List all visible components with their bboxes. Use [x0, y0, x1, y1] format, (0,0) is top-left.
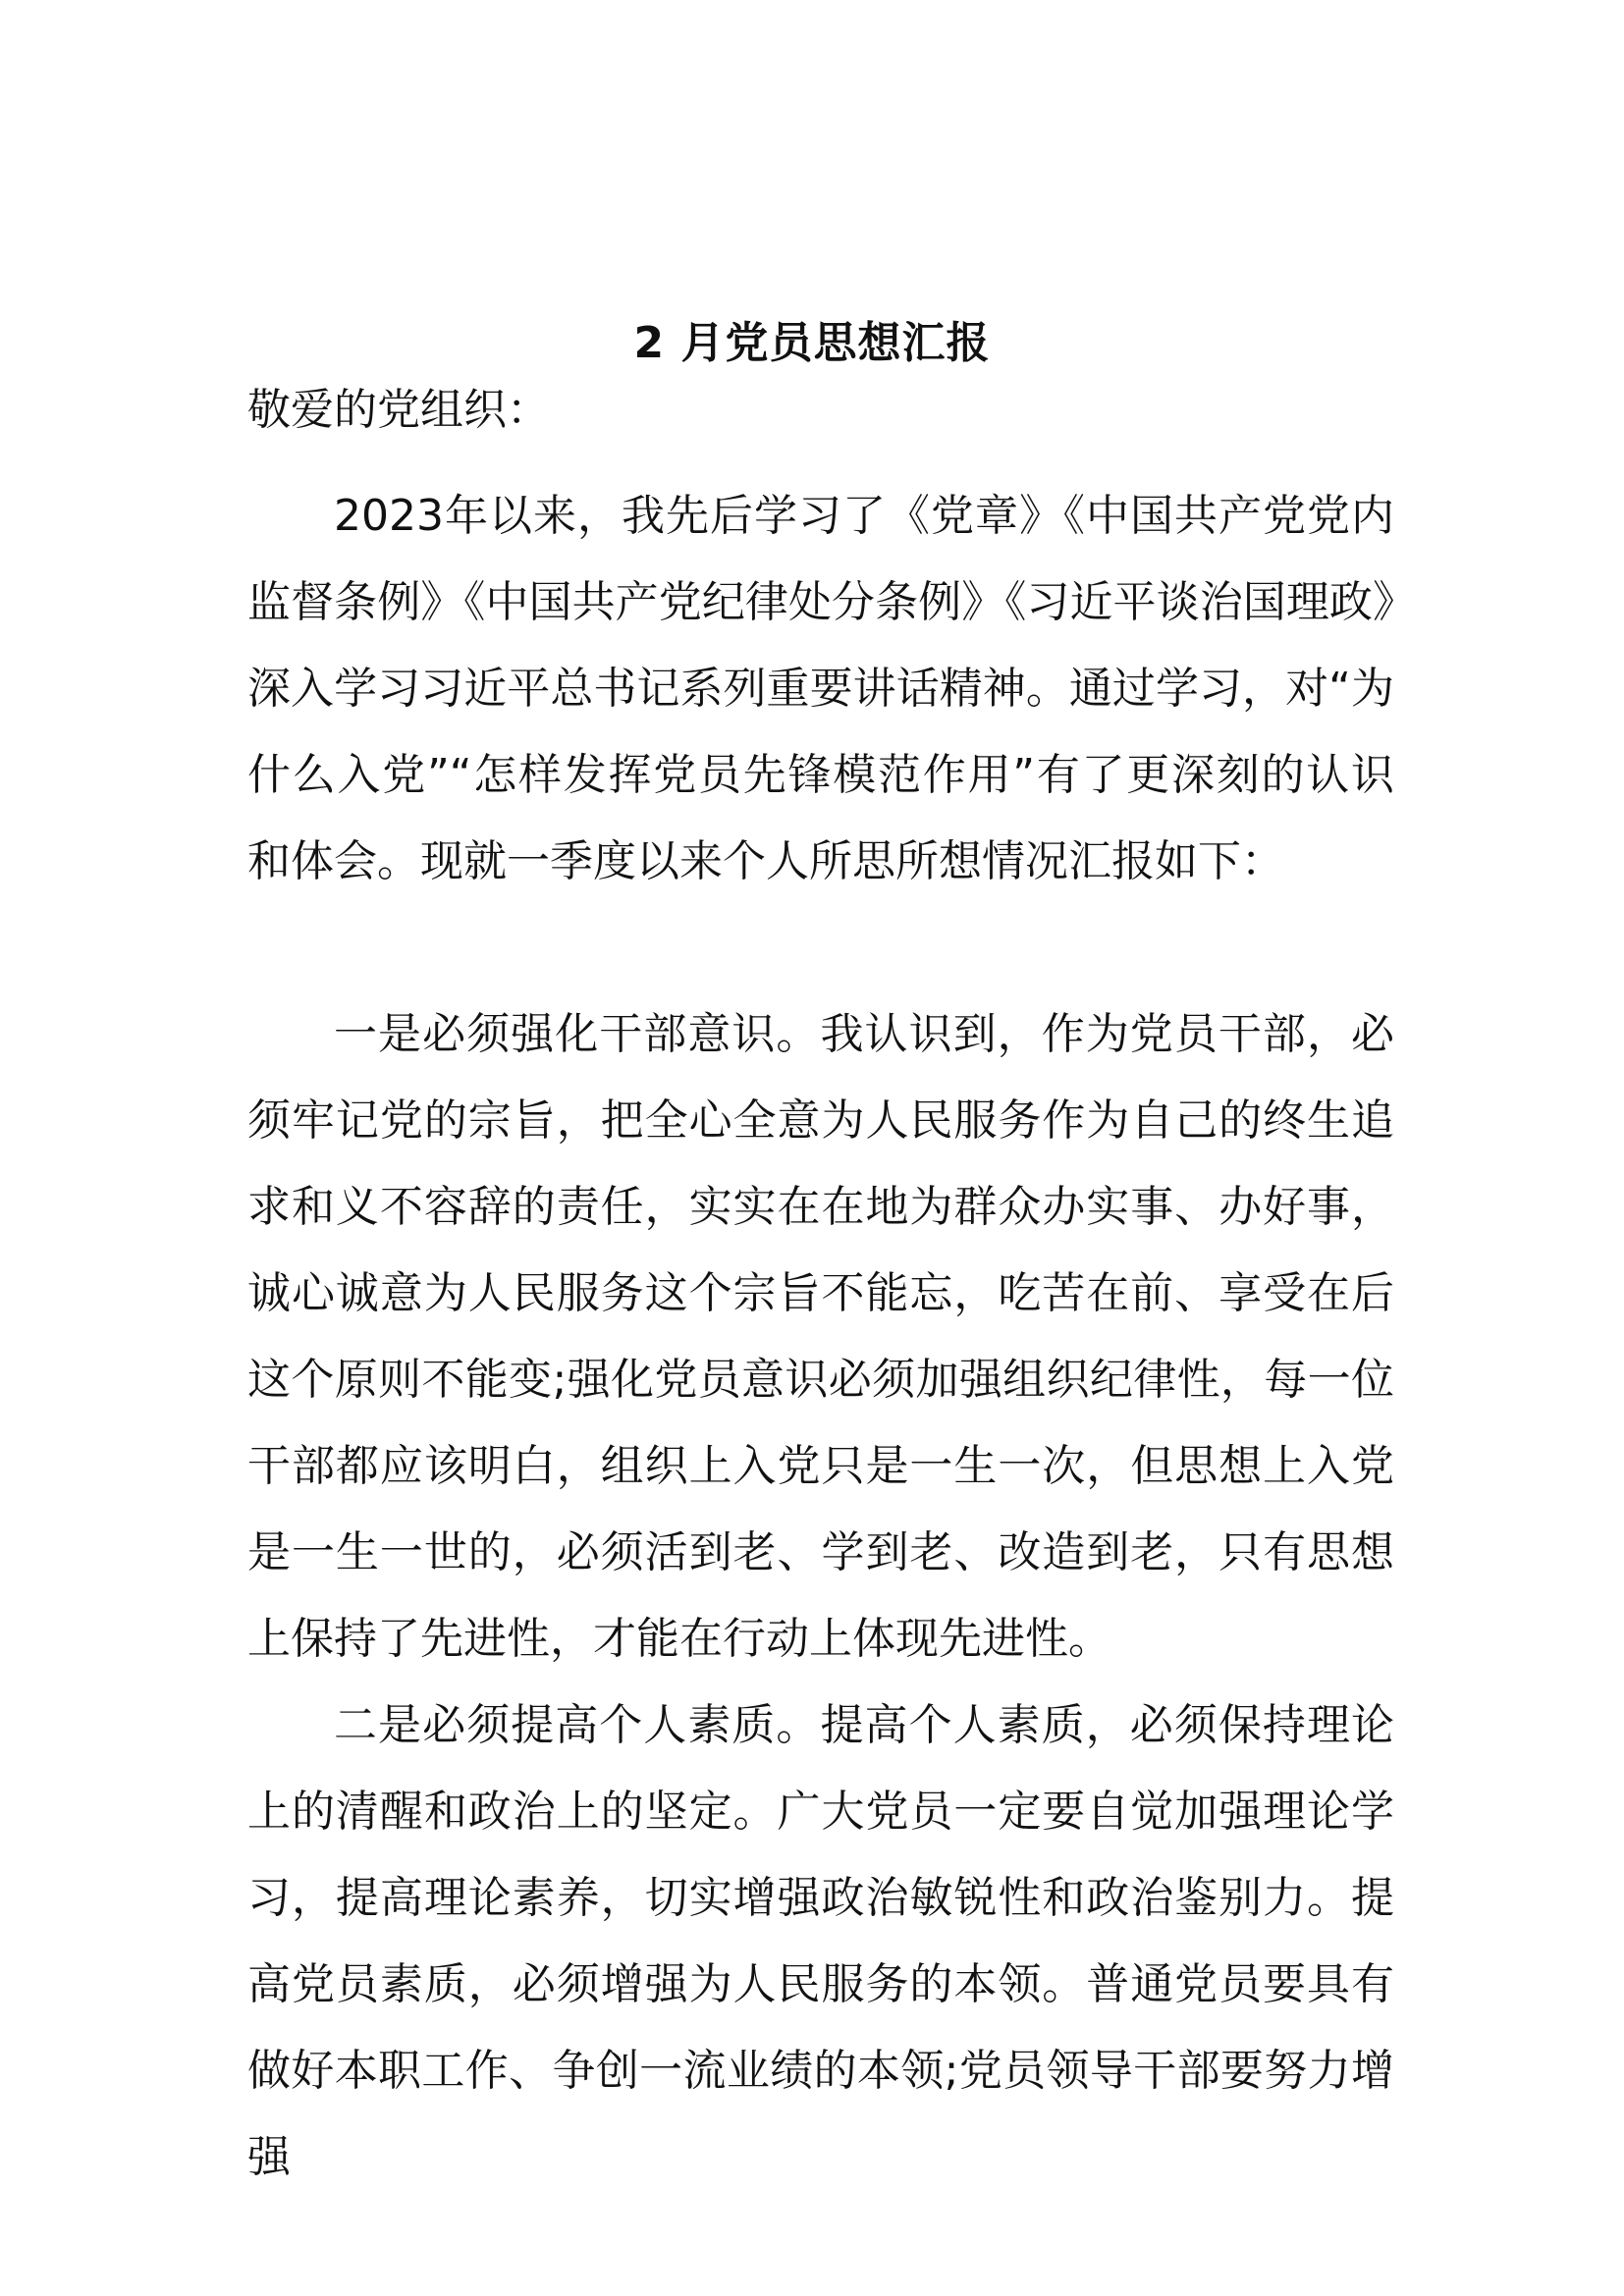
salutation: 敬爱的党组织： [247, 385, 550, 435]
document-title: 2 月党员思想汇报 [633, 318, 991, 368]
paragraph-intro: 2023年以来，我先后学习了《党章》《中国共产党党内监督条例》《中国共产党纪律处分条例》《习近平谈治国理政》深入学习习近平总书记系列重要讲话精神。通过学习，对“为什么入党”“怎样发挥党员先锋模范作用”有了更深刻的认识和体会。现就一季度以来个人所思所想情况汇报如下： [247, 491, 1394, 886]
paragraph-cadre-awareness: 一是必须强化干部意识。我认识到，作为党员干部，必须牢记党的宗旨，把全心全意为人民服务作为自己的终生追求和义不容辞的责任，实实在在地为群众办实事、办好事，诚心诚意为人民服务这个宗旨不能忘，吃苦在前、享受在后这个原则不能变;强化党员意识必须加强组织纪律性，每一位干部都应该明白，组织上入党只是一生一次，但思想上入党是一生一世的，必须活到老、学到老、改造到老，只有思想上保持了先进性，才能在行动上体现先进性。 [247, 1009, 1394, 1664]
paragraph-personal-quality: 二是必须提高个人素质。提高个人素质，必须保持理论上的清醒和政治上的坚定。广大党员一定要自觉加强理论学习，提高理论素养，切实增强政治敏锐性和政治鉴别力。提高党员素质，必须增强为人民服务的本领。普通党员要具有做好本职工作、争创一流业绩的本领;党员领导干部要努力增强 [247, 1700, 1394, 2182]
